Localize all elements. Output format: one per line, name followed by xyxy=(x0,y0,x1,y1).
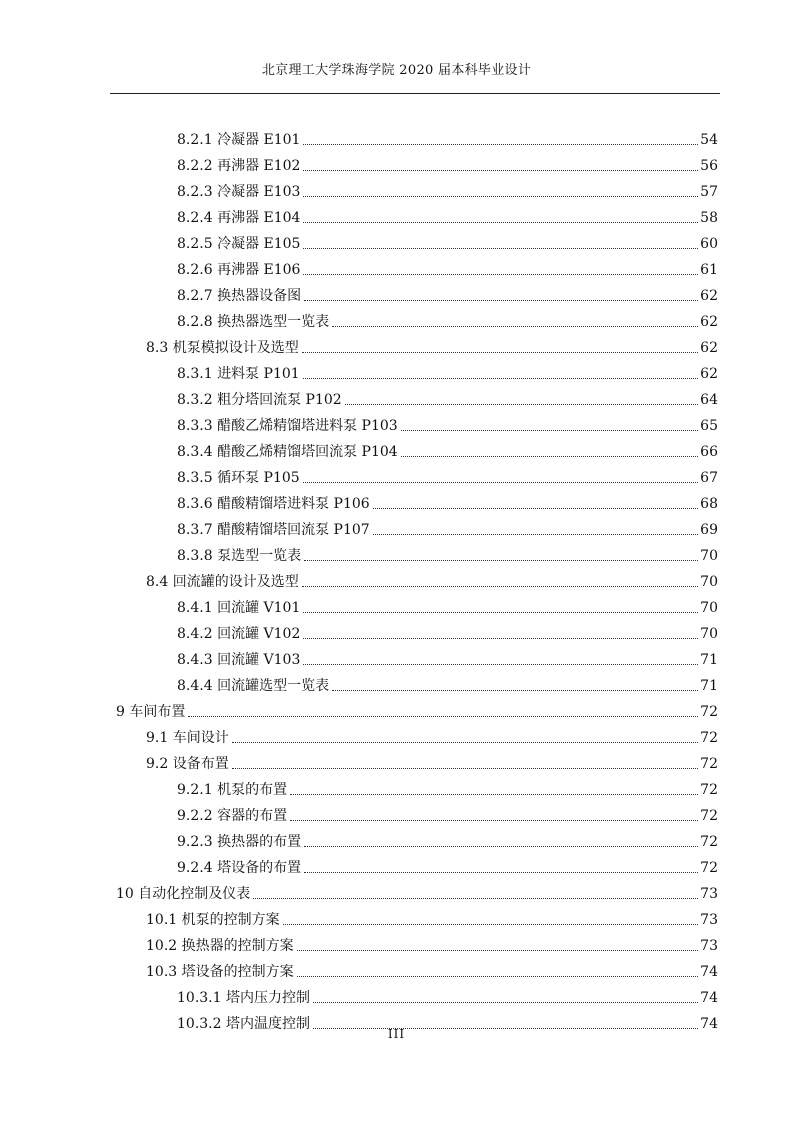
toc-entry xyxy=(177,383,718,409)
toc-entry-title: 9.2.4 塔设备的布置 xyxy=(177,860,302,876)
toc-entry-title: 8.2.1 冷凝器 E101 xyxy=(177,132,301,148)
toc-dot-leader xyxy=(302,352,698,353)
toc-entry-title: 8.3.3 醋酸乙烯精馏塔进料泵 P103 xyxy=(177,418,398,434)
toc-entry-title: 8.3.7 醋酸精馏塔回流泵 P107 xyxy=(177,522,370,538)
toc-entry-page: 70 xyxy=(700,548,718,564)
toc-entry xyxy=(177,357,718,383)
toc-dot-leader xyxy=(188,716,698,717)
toc-dot-leader xyxy=(332,326,698,327)
toc-dot-leader xyxy=(401,456,699,457)
toc-entry-title: 8.2.4 再沸器 E104 xyxy=(177,210,301,226)
toc-entry xyxy=(177,539,718,565)
toc-entry-page: 62 xyxy=(700,366,718,382)
toc-entry xyxy=(177,253,718,279)
toc-entry xyxy=(177,123,718,149)
toc-dot-leader xyxy=(302,586,698,587)
toc-dot-leader xyxy=(332,690,698,691)
toc-dot-leader xyxy=(303,612,698,613)
toc-entry xyxy=(177,643,718,669)
toc-entry xyxy=(116,877,718,903)
toc-entry xyxy=(177,305,718,331)
toc-entry xyxy=(177,149,718,175)
toc-entry xyxy=(146,747,718,773)
toc-dot-leader xyxy=(373,508,699,509)
toc-entry-title: 8.4 回流罐的设计及选型 xyxy=(146,574,299,590)
toc-entry-page: 70 xyxy=(700,626,718,642)
toc-dot-leader xyxy=(297,950,699,951)
toc-entry-page: 68 xyxy=(700,496,718,512)
toc-dot-leader xyxy=(304,560,698,561)
toc-entry-title: 8.4.3 回流罐 V103 xyxy=(177,652,301,668)
toc-entry xyxy=(177,981,718,1007)
header-rule xyxy=(110,93,720,94)
toc-dot-leader xyxy=(303,664,698,665)
toc-entry xyxy=(177,409,718,435)
toc-entry xyxy=(116,695,718,721)
toc-entry xyxy=(177,851,718,877)
toc-entry-title: 8.2.7 换热器设备图 xyxy=(177,288,302,304)
toc-entry-page: 65 xyxy=(700,418,718,434)
toc-entry-title: 10.3 塔设备的控制方案 xyxy=(146,964,294,980)
toc-entry xyxy=(177,279,718,305)
toc-dot-leader xyxy=(290,794,698,795)
page-number: III xyxy=(387,1027,406,1041)
toc-dot-leader xyxy=(313,1002,698,1003)
toc-entry xyxy=(177,617,718,643)
toc-dot-leader xyxy=(303,144,698,145)
toc-entry xyxy=(177,513,718,539)
toc-dot-leader xyxy=(304,872,698,873)
toc-entry-title: 8.3 机泵模拟设计及选型 xyxy=(146,340,299,356)
toc-entry-title: 10.1 机泵的控制方案 xyxy=(146,912,280,928)
toc-entry-page: 54 xyxy=(700,132,718,148)
toc-dot-leader xyxy=(297,976,699,977)
toc-entry xyxy=(177,227,718,253)
toc-dot-leader xyxy=(304,846,698,847)
toc-entry-title: 9.2.2 容器的布置 xyxy=(177,808,288,824)
toc-entry-page: 56 xyxy=(700,158,718,174)
toc-entry-page: 69 xyxy=(700,522,718,538)
toc-dot-leader xyxy=(345,404,699,405)
toc-entry-page: 72 xyxy=(700,782,718,798)
toc-entry-title: 8.3.2 粗分塔回流泵 P102 xyxy=(177,392,342,408)
toc-entry xyxy=(177,435,718,461)
toc-entry-title: 8.3.8 泵选型一览表 xyxy=(177,548,302,564)
toc-entry-page: 58 xyxy=(700,210,718,226)
toc-entry-title: 9.2.1 机泵的布置 xyxy=(177,782,288,798)
toc-entry-page: 71 xyxy=(700,678,718,694)
toc-entry xyxy=(146,955,718,981)
toc-dot-leader xyxy=(303,274,698,275)
toc-entry xyxy=(177,799,718,825)
toc-entry-title: 8.2.6 再沸器 E106 xyxy=(177,262,301,278)
toc-dot-leader xyxy=(232,742,698,743)
toc-entry-title: 8.2.5 冷凝器 E105 xyxy=(177,236,301,252)
toc-entry-page: 73 xyxy=(700,886,718,902)
toc-entry-page: 67 xyxy=(700,470,718,486)
toc-entry-title: 9.2.3 换热器的布置 xyxy=(177,834,302,850)
toc-dot-leader xyxy=(401,430,699,431)
toc-entry xyxy=(146,565,718,591)
toc-dot-leader xyxy=(253,898,698,899)
toc-entry-title: 8.3.6 醋酸精馏塔进料泵 P106 xyxy=(177,496,370,512)
toc-entry xyxy=(177,825,718,851)
toc-entry-page: 72 xyxy=(700,808,718,824)
toc-entry-page: 57 xyxy=(700,184,718,200)
toc-entry-page: 70 xyxy=(700,574,718,590)
toc-entry-title: 10.3.2 塔内温度控制 xyxy=(177,1016,310,1032)
toc-dot-leader xyxy=(303,170,698,171)
toc-dot-leader xyxy=(303,638,698,639)
toc-entry xyxy=(177,591,718,617)
toc-entry-page: 70 xyxy=(700,600,718,616)
toc-entry xyxy=(177,773,718,799)
toc-dot-leader xyxy=(303,222,698,223)
toc-entry-title: 8.3.1 进料泵 P101 xyxy=(177,366,300,382)
toc-entry-title: 8.2.3 冷凝器 E103 xyxy=(177,184,301,200)
toc-entry-title: 9 车间布置 xyxy=(116,704,186,720)
toc-entry-page: 72 xyxy=(700,834,718,850)
toc-dot-leader xyxy=(303,378,699,379)
toc-entry-page: 73 xyxy=(700,938,718,954)
toc-dot-leader xyxy=(303,196,698,197)
toc-entry xyxy=(177,461,718,487)
toc-entry-title: 8.4.4 回流罐选型一览表 xyxy=(177,678,330,694)
toc-entry-page: 61 xyxy=(700,262,718,278)
toc-entry-page: 62 xyxy=(700,340,718,356)
toc-entry-title: 8.2.2 再沸器 E102 xyxy=(177,158,301,174)
toc-entry-page: 66 xyxy=(700,444,718,460)
toc-entry xyxy=(177,201,718,227)
toc-entry-title: 9.2 设备布置 xyxy=(146,756,229,772)
toc-dot-leader xyxy=(303,248,698,249)
toc-entry-page: 72 xyxy=(700,860,718,876)
toc-entry xyxy=(177,487,718,513)
toc-entry-title: 10.3.1 塔内压力控制 xyxy=(177,990,310,1006)
toc-entry-page: 72 xyxy=(700,704,718,720)
toc-entry-page: 73 xyxy=(700,912,718,928)
toc-entry-title: 8.2.8 换热器选型一览表 xyxy=(177,314,330,330)
toc-entry-title: 9.1 车间设计 xyxy=(146,730,229,746)
toc-entry-title: 10 自动化控制及仪表 xyxy=(116,886,251,902)
toc-dot-leader xyxy=(290,820,698,821)
toc-entry-page: 74 xyxy=(700,1016,718,1032)
toc-entry-title: 8.4.2 回流罐 V102 xyxy=(177,626,301,642)
toc-entry-page: 72 xyxy=(700,756,718,772)
toc-entry-title: 8.3.5 循环泵 P105 xyxy=(177,470,300,486)
toc-entry-page: 74 xyxy=(700,990,718,1006)
toc-entry xyxy=(177,669,718,695)
toc-entry-page: 62 xyxy=(700,288,718,304)
toc-entry-page: 71 xyxy=(700,652,718,668)
toc-entry-page: 62 xyxy=(700,314,718,330)
toc-entry-page: 72 xyxy=(700,730,718,746)
toc-entry-page: 60 xyxy=(700,236,718,252)
toc-dot-leader xyxy=(232,768,698,769)
toc-entry-page: 64 xyxy=(700,392,718,408)
toc-dot-leader xyxy=(373,534,699,535)
toc-entry-title: 10.2 换热器的控制方案 xyxy=(146,938,294,954)
toc-dot-leader xyxy=(283,924,699,925)
toc-entry xyxy=(177,175,718,201)
toc-entry-page: 74 xyxy=(700,964,718,980)
toc-entry-title: 8.4.1 回流罐 V101 xyxy=(177,600,301,616)
running-header: 北京理工大学珠海学院 2020 届本科毕业设计 xyxy=(261,63,532,78)
toc-entry xyxy=(146,721,718,747)
toc-entry xyxy=(146,929,718,955)
toc-entry xyxy=(146,331,718,357)
toc-entry-title: 8.3.4 醋酸乙烯精馏塔回流泵 P104 xyxy=(177,444,398,460)
toc-entry xyxy=(146,903,718,929)
toc-dot-leader xyxy=(304,300,698,301)
toc-dot-leader xyxy=(303,482,699,483)
